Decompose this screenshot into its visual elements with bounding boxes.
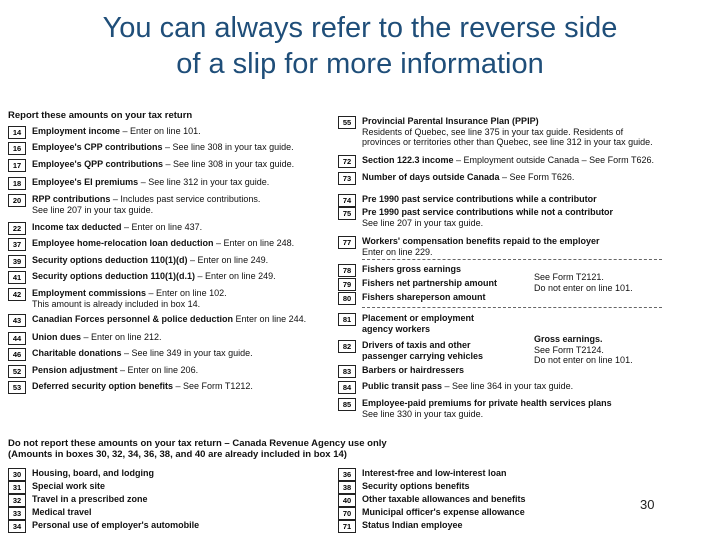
box-label: Personal use of employer's automobile xyxy=(32,520,200,530)
box-row-44 xyxy=(8,332,338,346)
box-label: Fishers net partnership amount xyxy=(362,278,498,288)
box-row-18 xyxy=(8,177,338,191)
box-note: – See line 308 in your tax guide. xyxy=(162,142,294,152)
box-label: Travel in a prescribed zone xyxy=(32,494,148,504)
box-row-39 xyxy=(8,255,338,269)
box-number: 44 xyxy=(8,332,26,345)
box-note: – See Form T626. xyxy=(499,172,575,182)
box-label: Security options deduction 110(1)(d.1) xyxy=(32,271,196,281)
box-note: – Enter on line 206. xyxy=(117,365,199,375)
gross-earnings-note xyxy=(534,334,633,366)
box-number: 80 xyxy=(338,292,356,305)
box-label: RPP contributions xyxy=(32,194,111,204)
box-row-43 xyxy=(8,314,338,328)
box-label: Housing, board, and lodging xyxy=(32,468,154,478)
do-not-report-header xyxy=(8,438,387,460)
box-label: Security options benefits xyxy=(362,481,470,491)
box-number: 53 xyxy=(8,381,26,394)
box-number: 55 xyxy=(338,116,356,129)
box-note: – See line 312 in your tax guide. xyxy=(138,177,270,187)
box-subnote: agency workers xyxy=(362,323,431,334)
box-number: 84 xyxy=(338,381,356,394)
box-row-22 xyxy=(8,222,338,236)
box-label: Other taxable allowances and benefits xyxy=(362,494,526,504)
box-subnote: This amount is already included in box 14. xyxy=(32,298,201,309)
box-label: Employment commissions xyxy=(32,288,147,298)
box-row-85 xyxy=(338,398,708,419)
box-number: 83 xyxy=(338,365,356,378)
box-row-71 xyxy=(338,520,638,534)
box-label: Placement or employment xyxy=(362,313,475,323)
box-note: – Employment outside Canada – See Form T626. xyxy=(453,155,654,165)
dashed-divider xyxy=(362,307,662,308)
box-label: Pre 1990 past service contributions while a contributor xyxy=(362,194,597,204)
box-note: – Enter on line 102. xyxy=(146,288,227,298)
box-label: Employee home-relocation loan deduction xyxy=(32,238,214,248)
box-subnote-2: provinces or territories other than Quebec, see line 312 in your tax guide. xyxy=(362,137,653,147)
box-label: Fishers gross earnings xyxy=(362,264,462,274)
box-label: Pre 1990 past service contributions while not a contributor xyxy=(362,207,614,217)
box-note: – See line 308 in your tax guide. xyxy=(163,159,295,169)
box-row-32 xyxy=(8,494,338,508)
box-number: 34 xyxy=(8,520,26,533)
box-number: 16 xyxy=(8,142,26,155)
box-label: Employee's QPP contributions xyxy=(32,159,164,169)
slide-title xyxy=(0,10,720,82)
box-row-33 xyxy=(8,507,338,521)
box-label: Medical travel xyxy=(32,507,92,517)
box-number: 30 xyxy=(8,468,26,481)
box-number: 39 xyxy=(8,255,26,268)
box-row-55 xyxy=(338,116,708,147)
box-label: Deferred security option benefits xyxy=(32,381,174,391)
box-label: Section 122.3 income xyxy=(362,155,454,165)
box-number: 78 xyxy=(338,264,356,277)
box-number: 32 xyxy=(8,494,26,507)
box-row-83 xyxy=(338,365,708,379)
box-row-42 xyxy=(8,288,338,309)
gross-note-line-3: Do not enter on line 101. xyxy=(534,355,633,365)
box-note: – Enter on line 249. xyxy=(195,271,276,281)
box-number: 40 xyxy=(338,494,356,507)
box-label: Public transit pass xyxy=(362,381,443,391)
fishers-note-line-1: See Form T2121. xyxy=(534,272,604,282)
box-row-17 xyxy=(8,159,338,173)
fishers-note xyxy=(534,272,633,293)
box-subnote: Residents of Quebec, see line 375 in your tax guide. Residents of xyxy=(362,126,624,137)
box-label: Employee-paid premiums for private health services plans xyxy=(362,398,612,408)
box-row-79 xyxy=(338,278,708,292)
box-number: 38 xyxy=(338,481,356,494)
box-row-37 xyxy=(8,238,338,252)
box-number: 37 xyxy=(8,238,26,251)
box-number: 22 xyxy=(8,222,26,235)
do-not-report-line-1: Do not report these amounts on your tax return – Canada Revenue Agency use only xyxy=(8,438,387,449)
box-row-80 xyxy=(338,292,708,306)
box-label: Security options deduction 110(1)(d) xyxy=(32,255,188,265)
box-number: 75 xyxy=(338,207,356,220)
box-number: 77 xyxy=(338,236,356,249)
box-note: – Includes past service contributions. xyxy=(110,194,261,204)
box-label: Canadian Forces personnel & police deduction xyxy=(32,314,234,324)
box-number: 41 xyxy=(8,271,26,284)
box-note: – See Form T1212. xyxy=(173,381,253,391)
box-note: – Enter on line 248. xyxy=(213,238,295,248)
box-label: Fishers shareperson amount xyxy=(362,292,486,302)
box-row-30 xyxy=(8,468,338,482)
box-row-75 xyxy=(338,207,708,228)
box-row-46 xyxy=(8,348,338,362)
box-note: – See line 349 in your tax guide. xyxy=(121,348,253,358)
slide-title-line-1: You can always refer to the reverse side xyxy=(102,12,618,44)
box-label: Special work site xyxy=(32,481,106,491)
box-label: Provincial Parental Insurance Plan (PPIP) xyxy=(362,116,539,126)
gross-note-line-2: See Form T2124. xyxy=(534,344,604,355)
box-row-20 xyxy=(8,194,338,215)
box-note: – Enter on line 101. xyxy=(120,126,201,136)
box-number: 52 xyxy=(8,365,26,378)
do-not-report-line-2: (Amounts in boxes 30, 32, 34, 36, 38, and 40 are already included in box 14) xyxy=(8,449,347,460)
box-row-41 xyxy=(8,271,338,285)
gross-note-line-1: Gross earnings. xyxy=(534,334,603,344)
box-row-72 xyxy=(338,155,708,169)
box-label: Union dues xyxy=(32,332,81,342)
t4-slip-reverse xyxy=(4,108,716,540)
box-label: Charitable donations xyxy=(32,348,122,358)
box-label: Drivers of taxis and other xyxy=(362,340,471,350)
box-number: 71 xyxy=(338,520,356,533)
box-number: 18 xyxy=(8,177,26,190)
box-row-38 xyxy=(338,481,638,495)
box-number: 33 xyxy=(8,507,26,520)
box-label: Pension adjustment xyxy=(32,365,118,375)
box-subnote: See line 207 in your tax guide. xyxy=(32,204,154,215)
box-row-81 xyxy=(338,313,708,334)
box-row-84 xyxy=(338,381,708,395)
box-row-74 xyxy=(338,194,708,208)
dashed-divider xyxy=(362,259,662,260)
box-number: 73 xyxy=(338,172,356,185)
box-number: 17 xyxy=(8,159,26,172)
report-header: Report these amounts on your tax return xyxy=(8,110,193,121)
fishers-note-line-2: Do not enter on line 101. xyxy=(534,282,633,293)
box-row-34 xyxy=(8,520,338,534)
box-note: Enter on line 244. xyxy=(233,314,307,324)
box-number: 72 xyxy=(338,155,356,168)
box-note: – Enter on line 212. xyxy=(81,332,162,342)
box-note: – Enter on line 249. xyxy=(187,255,269,265)
box-number: 46 xyxy=(8,348,26,361)
box-number: 42 xyxy=(8,288,26,301)
box-note: – Enter on line 437. xyxy=(121,222,203,232)
box-row-53 xyxy=(8,381,338,395)
box-label: Interest-free and low-interest loan xyxy=(362,468,507,478)
box-label: Employment income xyxy=(32,126,121,136)
box-number: 31 xyxy=(8,481,26,494)
box-number: 82 xyxy=(338,340,356,353)
box-row-36 xyxy=(338,468,638,482)
box-number: 85 xyxy=(338,398,356,411)
box-number: 81 xyxy=(338,313,356,326)
box-row-70 xyxy=(338,507,638,521)
box-label: Employee's EI premiums xyxy=(32,177,139,187)
box-number: 36 xyxy=(338,468,356,481)
box-subnote: Enter on line 229. xyxy=(362,246,433,257)
box-subnote: See line 207 in your tax guide. xyxy=(362,217,484,228)
box-row-73 xyxy=(338,172,708,186)
box-number: 43 xyxy=(8,314,26,327)
box-number: 79 xyxy=(338,278,356,291)
box-subnote: passenger carrying vehicles xyxy=(362,350,484,361)
box-number: 14 xyxy=(8,126,26,139)
box-label: Status Indian employee xyxy=(362,520,463,530)
box-row-78 xyxy=(338,264,708,278)
box-row-77 xyxy=(338,236,708,257)
box-label: Workers' compensation benefits repaid to the employer xyxy=(362,236,600,246)
box-label: Income tax deducted xyxy=(32,222,122,232)
box-row-31 xyxy=(8,481,338,495)
box-row-14 xyxy=(8,126,338,140)
box-row-16 xyxy=(8,142,338,156)
box-number: 20 xyxy=(8,194,26,207)
box-label: Municipal officer's expense allowance xyxy=(362,507,525,517)
box-label: Barbers or hairdressers xyxy=(362,365,465,375)
box-note: – See line 364 in your tax guide. xyxy=(442,381,574,391)
box-label: Employee's CPP contributions xyxy=(32,142,163,152)
page-number: 30 xyxy=(640,497,655,512)
box-label: Number of days outside Canada xyxy=(362,172,500,182)
box-subnote: See line 330 in your tax guide. xyxy=(362,408,484,419)
box-number: 74 xyxy=(338,194,356,207)
box-row-40 xyxy=(338,494,638,508)
slide-title-line-2: of a slip for more information xyxy=(176,48,544,80)
box-number: 70 xyxy=(338,507,356,520)
box-row-52 xyxy=(8,365,338,379)
